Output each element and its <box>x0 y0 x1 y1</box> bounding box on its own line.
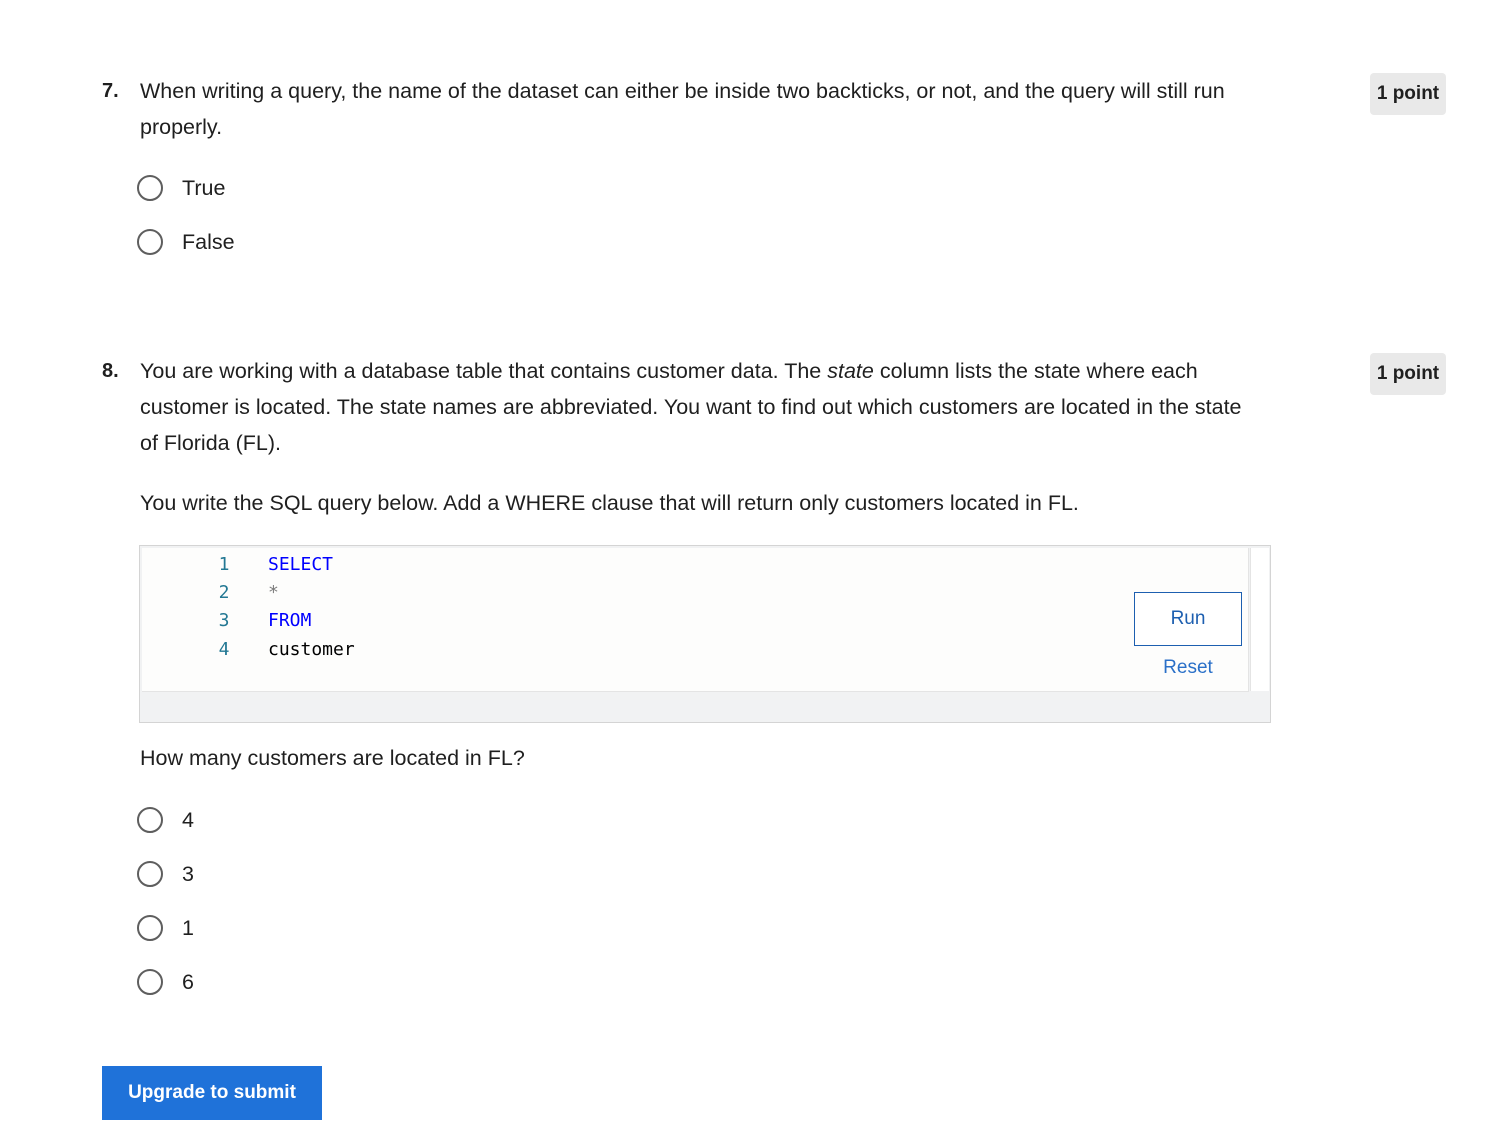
radio-button[interactable] <box>137 969 163 995</box>
option-label: 6 <box>182 969 194 994</box>
followup-question: How many customers are located in FL? <box>140 746 525 770</box>
question-text-emphasis: state <box>827 359 874 383</box>
question-instruction: You write the SQL query below. Add a WHERE clause that will return only customers located in FL. <box>140 491 1079 515</box>
question-number: 8. <box>102 360 119 382</box>
radio-button[interactable] <box>137 229 163 255</box>
option-1[interactable] <box>137 912 194 944</box>
upgrade-to-submit-button[interactable]: Upgrade to submit <box>102 1066 322 1120</box>
question-text: When writing a query, the name of the dataset can either be inside two backticks, or not, and the query will still run properly. <box>140 79 1225 139</box>
radio-button[interactable] <box>137 915 163 941</box>
option-label: 3 <box>182 861 194 886</box>
line-number: 1 <box>218 554 230 575</box>
code-text: * <box>268 582 279 603</box>
code-text: customer <box>268 639 355 660</box>
code-text: FROM <box>268 610 312 631</box>
code-editor[interactable] <box>142 548 1249 692</box>
option-3[interactable] <box>137 858 194 890</box>
line-number: 2 <box>218 582 230 603</box>
option-true[interactable] <box>137 172 225 204</box>
run-button[interactable]: Run <box>1134 592 1242 646</box>
question-text <box>140 353 1260 461</box>
editor-scrollbar[interactable] <box>1250 548 1269 691</box>
option-label: True <box>182 175 226 200</box>
question-text-part: column lists the state where each customer is located. The state names are abbreviated. You want to find out which customers are located in the state of Florida (FL). <box>140 359 1242 455</box>
question-text-part: You are working with a database table that contains customer data. The <box>140 359 828 383</box>
option-false[interactable] <box>137 226 235 258</box>
line-number: 4 <box>218 639 230 660</box>
points-badge: 1 point <box>1370 353 1446 395</box>
code-text: SELECT <box>268 554 334 575</box>
reset-link[interactable]: Reset <box>1163 657 1213 678</box>
line-number: 3 <box>218 610 230 631</box>
sql-editor-panel <box>139 545 1271 723</box>
option-6[interactable] <box>137 966 194 998</box>
radio-button[interactable] <box>137 175 163 201</box>
points-badge: 1 point <box>1370 73 1446 115</box>
question-number: 7. <box>102 80 119 102</box>
radio-button[interactable] <box>137 807 163 833</box>
option-4[interactable] <box>137 804 194 836</box>
option-label: False <box>182 229 235 254</box>
radio-button[interactable] <box>137 861 163 887</box>
option-label: 1 <box>182 915 194 940</box>
option-label: 4 <box>182 807 194 832</box>
